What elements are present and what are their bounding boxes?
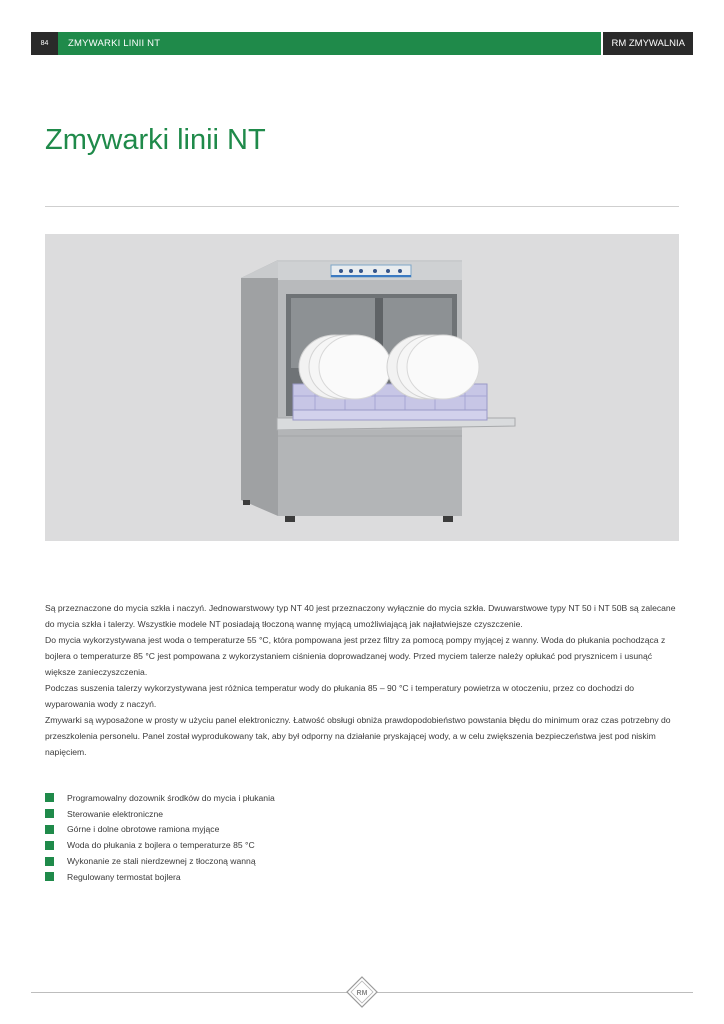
feature-item	[45, 853, 275, 869]
description-paragraph: Są przeznaczone do mycia szkła i naczyń. Jednowarstwowy typ NT 40 jest przeznaczony wyłącznie do mycia szkła. Dwuwarstwowe typy NT 50 i NT 50B są zalecane do mycia szkła i talerzy. Wszystkie modele NT posiadają tłoczoną wannę myjącą umożliwiającą jak najłatwiejsze czyszczenie.	[45, 603, 676, 629]
feature-item	[45, 837, 275, 853]
section-title: ZMYWARKI LINII NT	[68, 38, 161, 49]
square-bullet-icon	[45, 841, 54, 850]
product-photo	[45, 234, 679, 541]
page-title: Zmywarki linii NT	[45, 124, 266, 156]
square-bullet-icon	[45, 793, 54, 802]
feature-list	[45, 790, 275, 885]
description-paragraph: Do mycia wykorzystywana jest woda o temperaturze 55 °C, która pompowana jest przez filtry za pomocą pompy myjącej z wanny. Woda do płukania pochodząca z bojlera o temperaturze 85 °C jest pompowana z wykorzystaniem ciśnienia doprowadzanej wody. Przed myciem talerze należy opłukać pod prysznicem i usunąć większe zanieczyszczenia.	[45, 635, 666, 677]
feature-text: Woda do płukania z bojlera o temperaturze 85 °C	[67, 840, 255, 851]
feature-item	[45, 869, 275, 885]
square-bullet-icon	[45, 857, 54, 866]
feature-text: Sterowanie elektroniczne	[67, 808, 164, 819]
square-bullet-icon	[45, 872, 54, 881]
logo-text: RM	[356, 990, 368, 997]
description-paragraph: Podczas suszenia talerzy wykorzystywana jest różnica temperatur wody do płukania 85 – 90 °C i temperatury powietrza w otoczeniu, przez co dochodzi do wyparowania wody z naczyń.	[45, 683, 635, 709]
feature-text: Górne i dolne obrotowe ramiona myjące	[67, 824, 220, 835]
page-number: 84	[31, 32, 58, 55]
feature-text: Regulowany termostat bojlera	[67, 871, 181, 882]
page-header	[31, 32, 693, 55]
feature-item	[45, 806, 275, 822]
product-description	[45, 600, 681, 760]
square-bullet-icon	[45, 809, 54, 818]
rm-logo-icon	[346, 976, 378, 1008]
title-divider	[45, 206, 679, 207]
feature-item	[45, 790, 275, 806]
feature-item	[45, 822, 275, 838]
dishwasher-illustration	[45, 234, 679, 541]
square-bullet-icon	[45, 825, 54, 834]
description-paragraph: Zmywarki są wyposażone w prosty w użyciu panel elektroniczny. Łatwość obsługi obniża prawdopodobieństwo powstania błędu do minimum oraz czas potrzebny do przeszkolenia personelu. Panel został wyprodukowany tak, aby był odporny na działanie pryskającej wody, a w celu zwiększenia bezpieczeństwa jest pod niskim napięciem.	[45, 715, 671, 757]
feature-text: Wykonanie ze stali nierdzewnej z tłoczoną wanną	[67, 856, 256, 867]
feature-text: Programowalny dozownik środków do mycia i płukania	[67, 792, 275, 803]
brand-label: RM ZMYWALNIA	[601, 32, 693, 55]
